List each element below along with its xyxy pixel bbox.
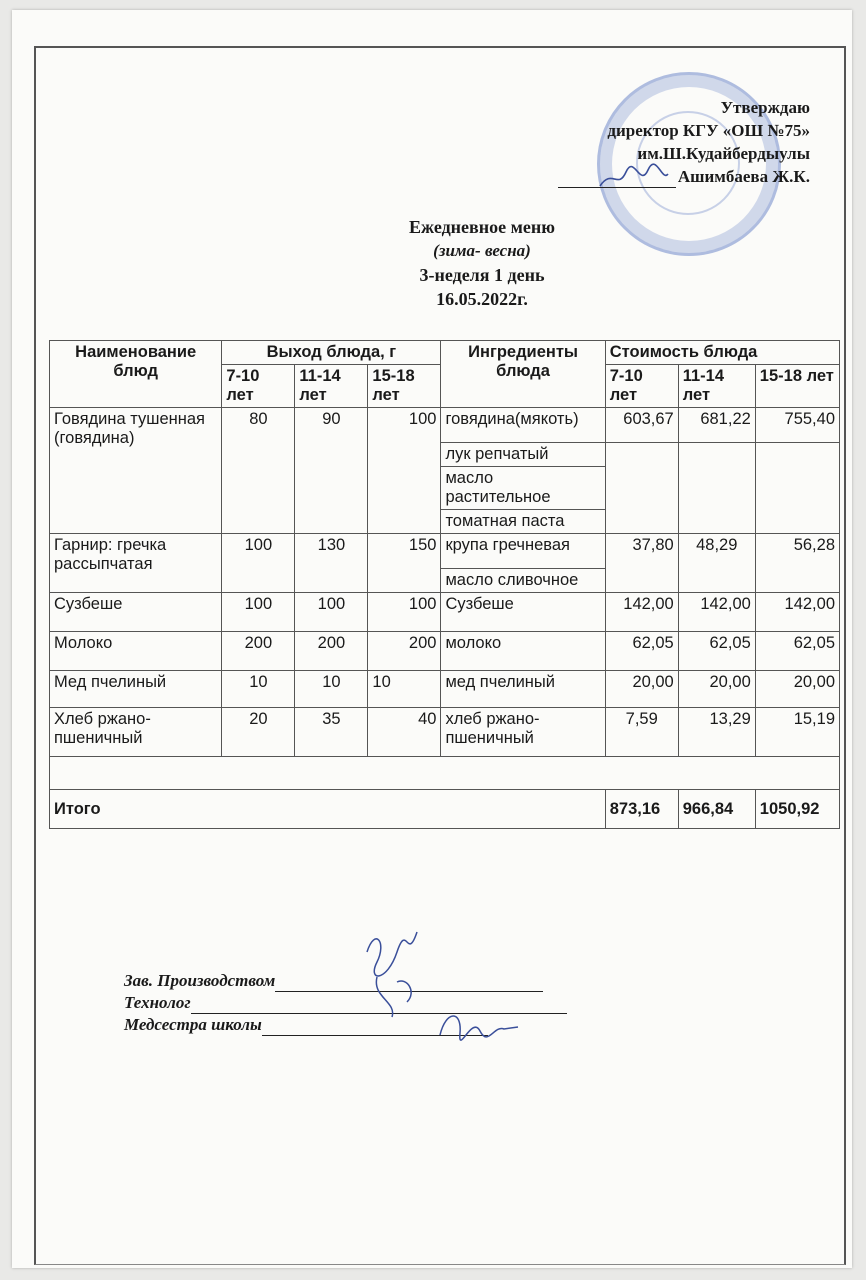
- cost-15-18: 20,00: [755, 671, 839, 708]
- cost-15-18: 15,19: [755, 708, 839, 757]
- cost-7-10: 603,67: [605, 408, 678, 443]
- dish-name: Мед пчелиный: [50, 671, 222, 708]
- cost-11-14: 142,00: [678, 593, 755, 632]
- approval-position: директор КГУ «ОШ №75»: [607, 121, 810, 140]
- cost-15-18: 62,05: [755, 632, 839, 671]
- table-row: [50, 708, 840, 757]
- output-7-10: 20: [222, 708, 295, 757]
- output-11-14: 200: [295, 632, 368, 671]
- output-7-10: 200: [222, 632, 295, 671]
- output-11-14: 130: [295, 534, 368, 593]
- menu-title: Ежедневное меню: [409, 217, 555, 237]
- document-sheet: [12, 10, 852, 1268]
- header-dish: Наименование блюд: [50, 341, 222, 408]
- technologist-label: Технолог: [124, 993, 191, 1012]
- output-15-18: 40: [368, 708, 441, 757]
- menu-week-day: 3-неделя 1 день: [419, 265, 545, 285]
- total-cost-15-18: 1050,92: [755, 790, 839, 829]
- output-11-14: 90: [295, 408, 368, 534]
- menu-title-block: [282, 215, 682, 311]
- cost-7-10: 62,05: [605, 632, 678, 671]
- header-cost-age-11-14: 11-14 лет: [678, 365, 755, 408]
- ingredient: Сузбеше: [441, 593, 605, 632]
- production-label: Зав. Производством: [124, 971, 276, 990]
- header-cost: Стоимость блюда: [605, 341, 839, 365]
- dish-name: Молоко: [50, 632, 222, 671]
- dish-name: Хлеб ржано-пшеничный: [50, 708, 222, 757]
- cost-11-14: 20,00: [678, 671, 755, 708]
- cost-15-18: 56,28: [755, 534, 839, 593]
- cost-7-10: 37,80: [605, 534, 678, 593]
- table-row: [50, 534, 840, 569]
- output-11-14: 10: [295, 671, 368, 708]
- nurse-label: Медсестра школы: [124, 1015, 262, 1034]
- cost-7-10: 7,59: [605, 708, 678, 757]
- menu-date: 16.05.2022г.: [436, 289, 528, 309]
- table-row: [50, 671, 840, 708]
- dish-name: Говядина тушенная (говядина): [50, 408, 222, 534]
- ingredient: лук репчатый: [441, 443, 605, 467]
- ingredient: масло растительное: [441, 467, 605, 510]
- cost-7-10: 20,00: [605, 671, 678, 708]
- dish-name: Сузбеше: [50, 593, 222, 632]
- ingredient: томатная паста: [441, 510, 605, 534]
- ingredient: крупа гречневая: [441, 534, 605, 569]
- production-signature-scribble: [347, 922, 437, 1022]
- output-15-18: 200: [368, 632, 441, 671]
- table-row: [50, 408, 840, 443]
- output-11-14: 35: [295, 708, 368, 757]
- table-row: [50, 593, 840, 632]
- table-spacer-row: [50, 757, 840, 790]
- header-ingredients: Ингредиенты блюда: [441, 341, 605, 408]
- output-15-18: 100: [368, 408, 441, 534]
- output-11-14: 100: [295, 593, 368, 632]
- header-cost-age-15-18: 15-18 лет: [755, 365, 839, 408]
- ingredient: мед пчелиный: [441, 671, 605, 708]
- output-7-10: 80: [222, 408, 295, 534]
- menu-table: [49, 340, 840, 829]
- approval-school-name: им.Ш.Кудайбердыулы: [637, 144, 810, 163]
- header-output-age-7-10: 7-10 лет: [222, 365, 295, 408]
- cost-15-18: 142,00: [755, 593, 839, 632]
- ingredient: хлеб ржано-пшеничный: [441, 708, 605, 757]
- nurse-signature-scribble: [432, 1005, 522, 1045]
- total-label: Итого: [50, 790, 606, 829]
- total-cost-11-14: 966,84: [678, 790, 755, 829]
- output-15-18: 150: [368, 534, 441, 593]
- cost-11-14: 62,05: [678, 632, 755, 671]
- director-name: Ашимбаева Ж.К.: [677, 167, 810, 186]
- cost-7-10: 142,00: [605, 593, 678, 632]
- cost-11-14: 13,29: [678, 708, 755, 757]
- header-output-age-11-14: 11-14 лет: [295, 365, 368, 408]
- menu-season: (зима- весна): [433, 241, 531, 260]
- director-signature-scribble: [592, 160, 672, 196]
- cost-11-14: 681,22: [678, 408, 755, 443]
- empty-cell: [50, 757, 840, 790]
- cost-empty: [605, 443, 678, 534]
- total-cost-7-10: 873,16: [605, 790, 678, 829]
- table-row: [50, 632, 840, 671]
- output-7-10: 100: [222, 534, 295, 593]
- ingredient: говядина(мякоть): [441, 408, 605, 443]
- approval-heading: Утверждаю: [720, 98, 810, 117]
- table-total-row: [50, 790, 840, 829]
- output-15-18: 100: [368, 593, 441, 632]
- header-output-age-15-18: 15-18 лет: [368, 365, 441, 408]
- ingredient: масло сливочное: [441, 569, 605, 593]
- cost-11-14: 48,29: [678, 534, 755, 593]
- ingredient: молоко: [441, 632, 605, 671]
- output-7-10: 100: [222, 593, 295, 632]
- cost-empty: [755, 443, 839, 534]
- cost-15-18: 755,40: [755, 408, 839, 443]
- dish-name: Гарнир: гречка рассыпчатая: [50, 534, 222, 593]
- output-7-10: 10: [222, 671, 295, 708]
- header-cost-age-7-10: 7-10 лет: [605, 365, 678, 408]
- header-output: Выход блюда, г: [222, 341, 441, 365]
- signature-production: [124, 970, 567, 992]
- output-15-18: 10: [368, 671, 441, 708]
- cost-empty: [678, 443, 755, 534]
- table-header-row: [50, 341, 840, 365]
